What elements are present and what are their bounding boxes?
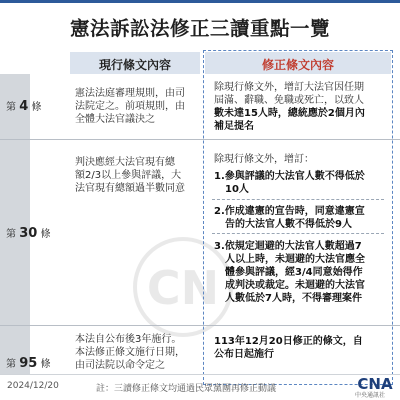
item-divider — [212, 199, 384, 200]
cna-logo-subtitle: 中央通訊社 — [355, 392, 386, 399]
item-divider — [212, 233, 384, 234]
footer-divider — [0, 374, 400, 375]
modified-intro-30: 除現行條文外，增訂： — [214, 154, 314, 165]
top-accent-bar — [0, 0, 400, 3]
row-divider — [0, 139, 400, 140]
row-divider — [0, 325, 400, 326]
article-label-95: 第 95 條 — [6, 356, 51, 371]
modified-text-95: 113年12月20日修正的條文，自 公布日起施行 — [214, 336, 363, 360]
article-label-30: 第 30 條 — [6, 226, 51, 241]
page-title: 憲法訴訟法修正三讀重點一覽 — [69, 17, 330, 40]
modified-item-2: 2.作成違憲的宣告時，同意違憲宣 告的大法官人數不得低於9人 — [214, 206, 365, 230]
svg-text:CN: CN — [146, 261, 220, 315]
modified-item-1: 1.參與評議的大法官人數不得低於 10人 — [214, 171, 365, 195]
current-text-30: 判決應經大法官現有總 額2/3以上參與評議，大 法官現有總額過半數同意 — [75, 157, 185, 194]
footer-note: 註：三讀修正條文均通過民眾黨團再修正動議 — [96, 384, 277, 394]
publish-date: 2024/12/20 — [7, 381, 59, 391]
svg-text:CNA: CNA — [357, 375, 393, 393]
modified-text-4: 除現行條文外，增訂大法官因任期 屆滿、辭職、免職或死亡，以致人 數未達15人時，總統應於2個月內 補足提名 — [214, 82, 365, 132]
current-header: 現行條文內容 — [98, 58, 171, 72]
article-label-4: 第 4 條 — [6, 99, 42, 114]
current-text-95: 本法自公布後3年施行。 本法修正條文施行日期， 由司法院以命令定之 — [75, 334, 185, 371]
current-text-4: 憲法法庭審理規則，由司 法院定之。前項規則，由 全體大法官議決之 — [75, 88, 185, 125]
modified-item-3: 3.依規定迴避的大法官人數超過7 人以上時，未迴避的大法官應全 體參與評議，經3/4同意始得作 成判決或裁定。未迴避的大法官 人數低於7人時，不得審理案件 — [214, 241, 365, 304]
modified-header: 修正條文內容 — [261, 58, 334, 72]
